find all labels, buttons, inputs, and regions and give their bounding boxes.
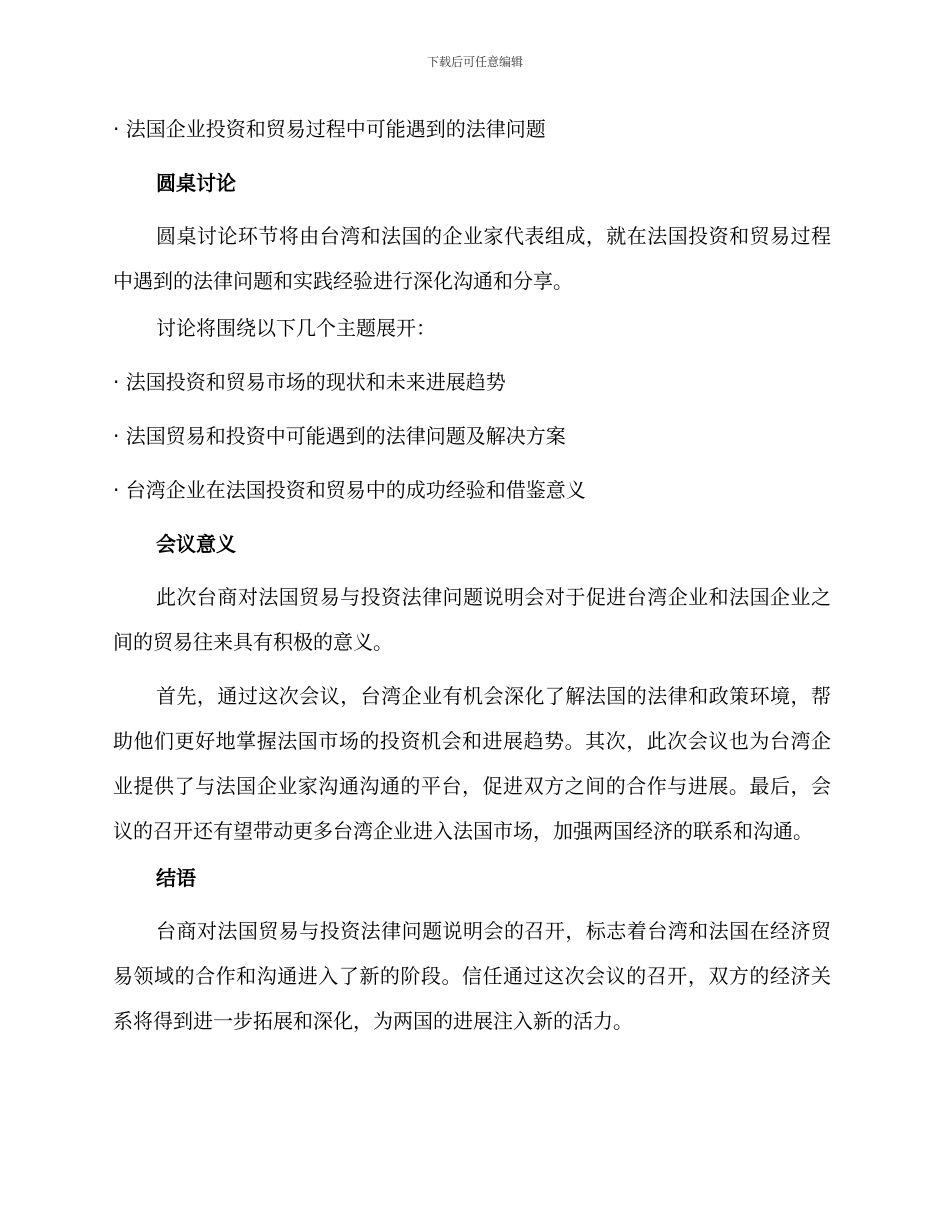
significance-heading: 会议意义 bbox=[156, 532, 236, 556]
significance-paragraph-2: 首先，通过这次会议，台湾企业有机会深化了解法国的法律和政策环境，帮助他们更好地掌握法国市场的投资机会和进展趋势。其次，此次会议也为台湾企业提供了与法国企业家沟通沟通的平台，促进双方之间的合作与进展。最后，会议的召开还有望带动更多台湾企业进入法国市场，加强两国经济的联系和沟通。 bbox=[113, 684, 831, 843]
conclusion-paragraph: 台商对法国贸易与投资法律问题说明会的召开，标志着台湾和法国在经济贸易领域的合作和沟通进入了新的阶段。信任通过这次会议的召开，双方的经济关系将得到进一步拓展和深化，为两国的进展注入新的活力。 bbox=[113, 919, 831, 1033]
bullet-legal-issues: · 法国企业投资和贸易过程中可能遇到的法律问题 bbox=[113, 117, 546, 141]
document-body bbox=[113, 114, 831, 1053]
conclusion-heading: 结语 bbox=[156, 866, 196, 890]
roundtable-topics-lead: 讨论将围绕以下几个主题展开： bbox=[156, 316, 436, 340]
topic-item: · 台湾企业在法国投资和贸易中的成功经验和借鉴意义 bbox=[113, 478, 586, 502]
page-header-note: 下载后可任意编辑 bbox=[426, 55, 523, 69]
topic-item: · 法国贸易和投资中可能遇到的法律问题及解决方案 bbox=[113, 424, 566, 448]
topic-item: · 法国投资和贸易市场的现状和未来进展趋势 bbox=[113, 370, 506, 394]
roundtable-heading: 圆桌讨论 bbox=[156, 171, 236, 195]
roundtable-intro-paragraph: 圆桌讨论环节将由台湾和法国的企业家代表组成，就在法国投资和贸易过程中遇到的法律问题和实践经验进行深化沟通和分享。 bbox=[113, 224, 831, 293]
significance-paragraph-1: 此次台商对法国贸易与投资法律问题说明会对于促进台湾企业和法国企业之间的贸易往来具有积极的意义。 bbox=[113, 585, 831, 654]
